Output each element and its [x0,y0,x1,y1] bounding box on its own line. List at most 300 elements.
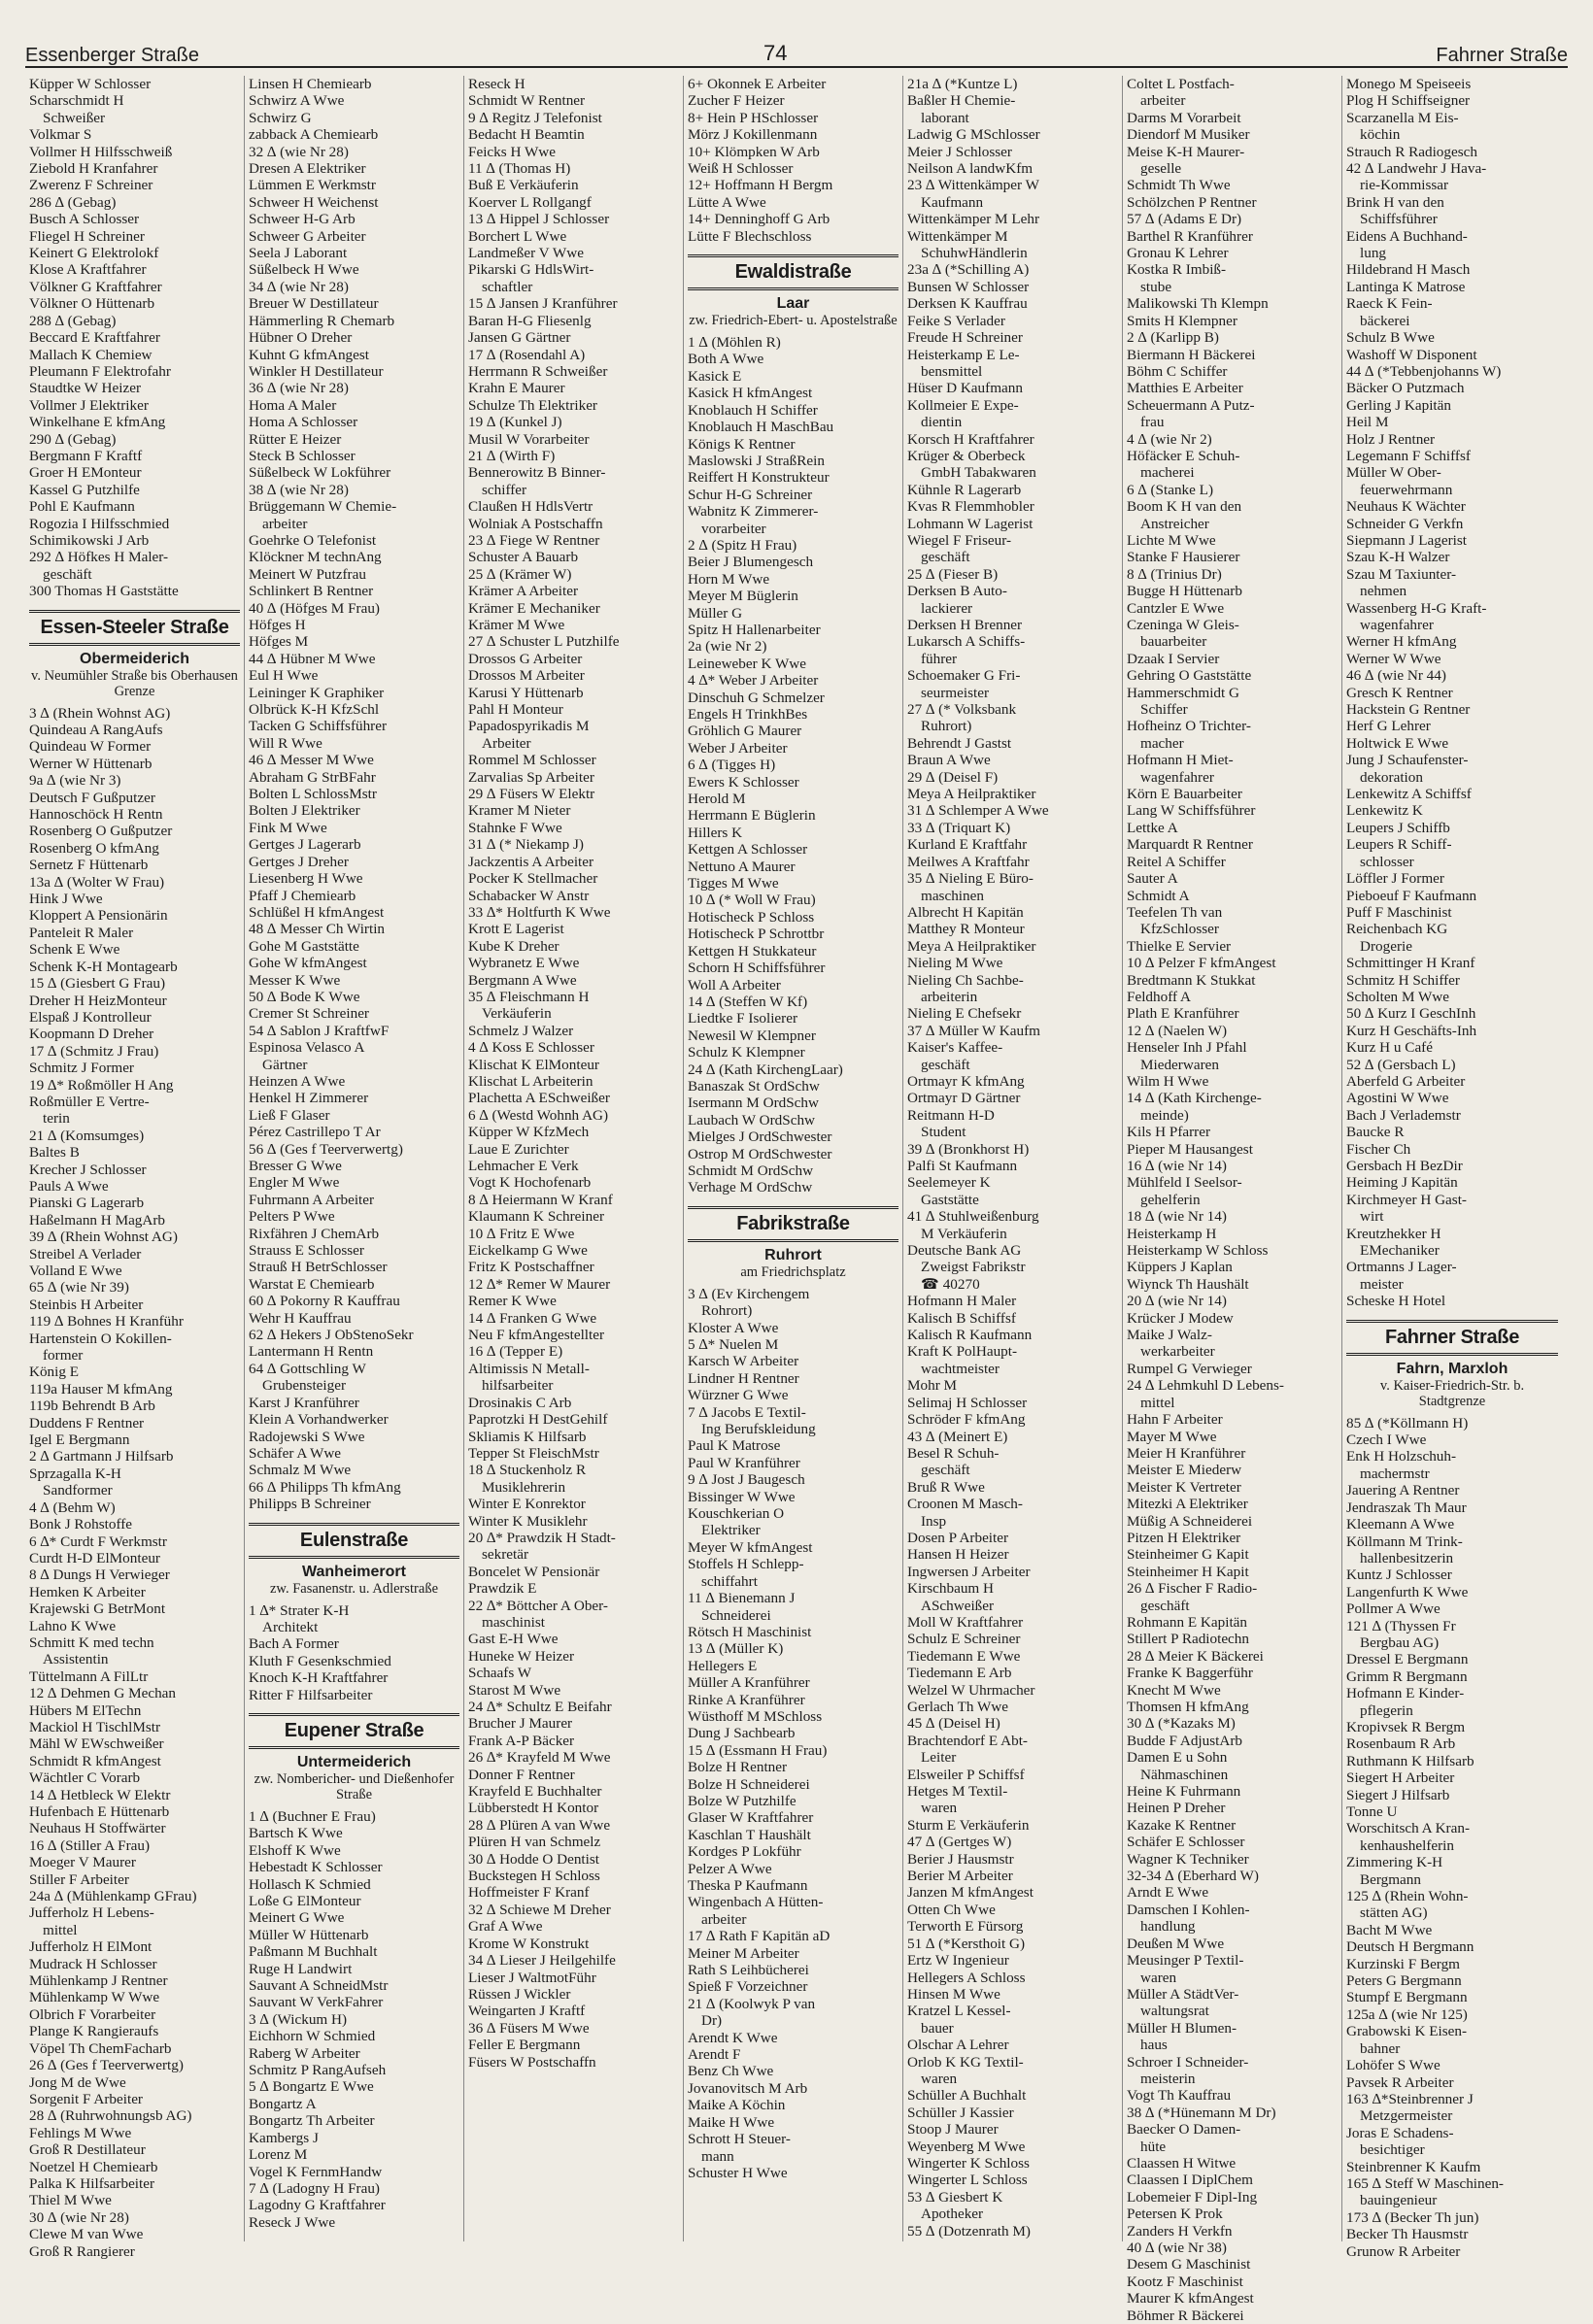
directory-entry: Hannoschöck H Rentn [29,806,163,824]
directory-entry: Tonne U [1346,1803,1398,1820]
directory-entry: Kordges P Lokführ [688,1843,801,1861]
directory-entry: Schenk E Wwe [29,941,120,959]
directory-entry: Breuer W Destillateur [249,295,379,313]
directory-entry: Hinsen M Wwe [907,1985,1000,2003]
directory-entry: Herold M [688,791,746,808]
directory-entry: M Verkäuferin [921,1225,1007,1242]
directory-entry: 18 ∆ Stuckenholz R [468,1462,587,1479]
directory-entry: Reichenbach KG [1346,921,1448,938]
directory-entry: Malikowski Th Klempn [1127,295,1269,313]
directory-entry: wagenfahrer [1360,617,1434,633]
directory-entry: 16 ∆ (Tepper E) [468,1343,563,1361]
directory-entry: Kettgen H Stukkateur [688,942,817,960]
directory-entry: 6 ∆ (Westd Wohnh AG) [468,1106,609,1124]
directory-entry: Bach A Former [249,1635,339,1653]
directory-entry: Stumpf E Bergmann [1346,1989,1468,2006]
directory-entry: Plange K Rangieraufs [29,2023,159,2040]
directory-entry: Legemann F Schiffsf [1346,447,1471,464]
directory-entry: Lobemeier F Dipl-Ing [1127,2188,1258,2206]
directory-entry: Fliegel H Schreiner [29,227,145,245]
directory-entry: 23a ∆ (*Schilling A) [907,261,1030,279]
directory-entry: Tiedemann E Arb [907,1665,1012,1682]
directory-entry: Metzgermeister [1360,2107,1453,2125]
directory-entry: Höfges M [249,633,309,651]
directory-entry: Kraft K PolHaupt- [907,1343,1018,1361]
directory-entry: Holtwick E Wwe [1346,734,1449,752]
directory-entry: 25 ∆ (Krämer W) [468,565,572,583]
directory-entry: Stiller F Arbeiter [29,1870,129,1888]
directory-entry: Stoffels H Schlepp- [688,1556,804,1573]
directory-entry: meister [1360,1275,1404,1293]
directory-entry: 24a ∆ (Mühlenkamp GFrau) [29,1888,197,1905]
directory-entry: wagenfahrer [1140,768,1214,786]
directory-entry: 52 ∆ (Gersbach L) [1346,1056,1456,1073]
directory-entry: köchin [1360,126,1401,144]
directory-entry: ASchweißer [921,1597,995,1614]
directory-entry: führer [921,650,958,667]
directory-entry: Kazake K Rentner [1127,1816,1237,1834]
directory-entry: Knoblauch H Schiffer [688,401,818,419]
directory-entry: Kasick H kfmAngest [688,385,813,402]
directory-entry: Gaststätte [921,1191,979,1208]
directory-entry: schaftler [482,278,533,295]
directory-entry: Schaafs W [468,1665,532,1682]
directory-entry: Seelemeyer K [907,1174,991,1192]
directory-entry: Laue E Zurichter [468,1140,569,1158]
directory-entry: Königs K Rentner [688,435,796,453]
directory-entry: Gärtner [262,1056,308,1073]
directory-entry: Müller W Ober- [1346,464,1441,482]
directory-entry: Pahl H Monteur [468,701,563,719]
directory-entry: Ingwersen J Arbeiter [907,1563,1031,1580]
directory-entry: Olbrich F Vorarbeiter [29,2005,156,2023]
directory-entry: 12 ∆ (Naelen W) [1127,1022,1228,1039]
directory-entry: 32-34 ∆ (Eberhard W) [1127,1868,1259,1885]
directory-entry: Müller G [688,604,743,622]
directory-entry: Dzaak I Servier [1127,650,1220,667]
directory-entry: Ortmanns J Lager- [1346,1259,1457,1276]
directory-entry: Karst J Kranführer [249,1394,359,1411]
directory-entry: 30 ∆ Hodde O Dentist [468,1850,599,1868]
directory-entry: Meiner M Arbeiter [688,1944,799,1962]
directory-entry: Leupers J Schiffb [1346,819,1450,836]
directory-entry: Kassel G Putzhilfe [29,481,140,498]
directory-entry: Pérez Castrillepo T Ar [249,1124,381,1141]
directory-entry: Espinosa Velasco A [249,1039,365,1057]
directory-entry: Kurz H u Café [1346,1039,1433,1057]
directory-entry: Drossos M Arbeiter [468,667,585,685]
street-range: zw. Nombericher- und Dießenhofer Straße [254,1770,455,1802]
directory-entry: Plog H Schiffseigner [1346,92,1471,110]
directory-entry: 15 ∆ Jansen J Kranführer [468,295,618,313]
directory-entry: Raeck K Fein- [1346,295,1433,313]
directory-entry: Sandformer [43,1482,113,1499]
directory-entry: Schulze Th Elektriker [468,396,597,414]
directory-entry: Gresch K Rentner [1346,684,1453,701]
directory-entry: Schweißer [43,109,106,126]
directory-entry: Leininger K Graphiker [249,684,385,701]
directory-entry: Heinen P Dreher [1127,1800,1226,1817]
directory-entry: Kreutzhekker H [1346,1225,1441,1242]
directory-entry: Marquardt R Rentner [1127,836,1253,854]
directory-entry: 55 ∆ (Dotzenrath M) [907,2222,1031,2240]
directory-entry: Rütter E Heizer [249,430,342,448]
directory-entry: Kirchmeyer H Gast- [1346,1191,1467,1208]
directory-entry: Pollmer A Wwe [1346,1600,1440,1618]
directory-entry: Dung J Sachbearb [688,1725,796,1742]
directory-entry: Tigges M Wwe [688,875,779,893]
directory-entry: Wittenkämper M Lehr [907,211,1040,228]
directory-entry: Dinschuh G Schmelzer [688,689,825,706]
directory-entry: Jung J Schaufenster- [1346,752,1469,769]
directory-entry: 12 ∆* Remer W Maurer [468,1275,611,1293]
directory-entry: Architekt [262,1618,319,1635]
directory-entry: 40 ∆ (wie Nr 38) [1127,2240,1227,2256]
directory-entry: Kostka R Imbiß- [1127,261,1227,279]
directory-entry: Cantzler E Wwe [1127,599,1225,617]
directory-entry: Schuster A Bauarb [468,549,579,566]
directory-entry: Franke K Baggerführ [1127,1665,1253,1682]
directory-entry: Koopmann D Dreher [29,1026,154,1043]
directory-entry: Cremer St Schreiner [249,1005,369,1023]
directory-entry: Baecker O Damen- [1127,2121,1241,2139]
directory-entry: Leupers R Schiff- [1346,836,1452,854]
directory-entry: Musil W Vorarbeiter [468,430,590,448]
directory-entry: vorarbeiter [701,520,766,537]
directory-entry: 14 ∆ Hetbleck W Elektr [29,1786,171,1803]
directory-entry: Quindeau A RangAufs [29,722,163,738]
directory-entry: stube [1140,278,1172,295]
directory-entry: 38 ∆ (*Hünemann M Dr) [1127,2104,1276,2121]
directory-entry: Rommel M Schlosser [468,752,596,769]
directory-entry: 5 ∆ Bongartz E Wwe [249,2078,374,2096]
directory-entry: Duddens F Rentner [29,1414,145,1431]
directory-entry: Schmidt W Rentner [468,92,586,110]
street-title: Eulenstraße [249,1523,459,1559]
directory-entry: Volland E Wwe [29,1263,122,1279]
directory-entry: Olschar A Lehrer [907,2037,1009,2054]
directory-entry: Hotischeck P Schrottbr [688,926,825,943]
directory-entry: Noetzel H Chemiearb [29,2158,158,2175]
directory-entry: Starost M Wwe [468,1681,561,1699]
directory-entry: Biermann H Bäckerei [1127,346,1256,363]
directory-entry: Schmelz J Walzer [468,1022,574,1039]
directory-entry: Vöpel Th ChemFacharb [29,2039,172,2057]
directory-entry: nehmen [1360,583,1407,600]
directory-entry: Apotheker [921,2206,984,2223]
directory-entry: 65 ∆ (wie Nr 39) [29,1279,129,1297]
page-number: 74 [763,41,788,65]
directory-entry: 40 ∆ (Höfges M Frau) [249,599,380,617]
directory-entry: Schäfer A Wwe [249,1444,342,1462]
directory-entry: Lenkewitz K [1346,802,1423,820]
directory-entry: 3 ∆ (Wickum H) [249,2010,348,2028]
directory-entry: Abraham G StrBFahr [249,768,376,786]
directory-entry: Albrecht H Kapitän [907,903,1024,921]
directory-entry: Olbrück K-H KfzSchl [249,701,380,719]
directory-entry: geschäft [921,1056,970,1073]
directory-entry: 60 ∆ Pokorny R Kauffrau [249,1293,400,1310]
directory-entry: Kambergs J [249,2129,319,2146]
directory-entry: Groß R Rangierer [29,2242,135,2260]
directory-entry: besichtiger [1360,2141,1425,2159]
directory-entry: Jufferholz H ElMont [29,1938,153,1956]
directory-entry: Meyer W kfmAngest [688,1538,813,1556]
directory-entry: 21a ∆ (*Kuntze L) [907,76,1018,92]
directory-entry: Bolze H Schneiderei [688,1775,810,1793]
directory-entry: Bongartz Th Arbeiter [249,2112,375,2130]
directory-entry: 2 ∆ (Karlipp B) [1127,329,1219,347]
directory-entry: Pelzer A Wwe [688,1860,772,1877]
directory-entry: Both A Wwe [688,351,764,368]
street-section [249,1713,459,1802]
directory-entry: Neuhaus K Wächter [1346,498,1466,516]
directory-entry: Dresen A Elektriker [249,160,366,178]
directory-entry: Schweer H-G Arb [249,211,356,228]
directory-entry: Sprzagalla K-H [29,1465,121,1482]
directory-entry: Keinert G Elektrolokf [29,245,159,262]
directory-entry: Kettgen A Schlosser [688,841,808,859]
directory-entry: Mallach K Chemiew [29,346,153,363]
directory-entry: zabback A Chemiearb [249,126,379,144]
directory-entry: Buckstegen H Schloss [468,1868,600,1885]
directory-entry: Rohrort) [701,1302,753,1320]
street-section [1346,1320,1558,1409]
directory-entry: Banaszak St OrdSchw [688,1077,820,1095]
directory-entry: Steinbis H Arbeiter [29,1296,144,1313]
directory-entry: Steinheimer G Kapit [1127,1546,1249,1564]
directory-entry: Jansen G Gärtner [468,329,571,347]
directory-entry: Szau M Taxiunter- [1346,565,1457,583]
street-range: am Friedrichsplatz [740,1263,846,1280]
directory-entry: Hofmann H Miet- [1127,752,1234,769]
directory-entry: 30 ∆ (wie Nr 28) [29,2208,129,2226]
directory-entry: Winter E Konrektor [468,1496,586,1513]
directory-entry: Bresser G Wwe [249,1158,342,1174]
directory-entry: Strauß H BetrSchlosser [249,1259,388,1276]
directory-entry: Grubensteiger [262,1377,347,1395]
directory-entry: Newesil W Klempner [688,1027,816,1044]
directory-entry: 37 ∆ Müller W Kaufm [907,1022,1040,1039]
directory-entry: Vogt Th Kauffrau [1127,2087,1232,2105]
directory-entry: Hoffmeister F Kranf [468,1884,590,1902]
street-range: zw. Fasanenstr. u. Adlerstraße [269,1580,439,1597]
directory-entry: 36 ∆ Füsers M Wwe [468,2019,590,2037]
directory-entry: geselle [1140,160,1182,178]
directory-entry: 51 ∆ (*Kersthoit G) [907,1935,1026,1952]
directory-entry: Sorgenit F Arbeiter [29,2090,143,2107]
directory-entry: Janzen M kfmAngest [907,1884,1034,1902]
directory-entry: Lohöfer S Wwe [1346,2057,1440,2074]
directory-entry: Bolze W Putzhilfe [688,1792,796,1809]
directory-entry: Will R Wwe [249,734,322,752]
directory-entry: Lahno K Wwe [29,1617,117,1634]
directory-entry: 33 ∆ (Triquart K) [907,819,1011,836]
directory-entry: Bäcker O Putzmach [1346,380,1465,397]
directory-entry: Schroer I Schneider- [1127,2053,1249,2071]
directory-entry: 26 ∆ Fischer F Radio- [1127,1580,1258,1598]
directory-entry: 26 ∆ (Ges f Teerverwertg) [29,2057,184,2074]
directory-entry: Terworth E Fürsorg [907,1918,1024,1936]
directory-entry: Rosenbaum R Arb [1346,1735,1456,1753]
directory-entry: Pikarski G HdlsWirt- [468,261,594,279]
directory-entry: Rohmann E Kapitän [1127,1613,1248,1631]
directory-entry: Mackiol H TischlMstr [29,1718,161,1735]
directory-entry: Rogozia I Hilfsschmied [29,515,170,532]
directory-entry: Besel R Schuh- [907,1444,1000,1462]
directory-entry: 13 ∆ Hippel J Schlosser [468,211,610,228]
directory-entry: 3 ∆ (Ev Kirchengem [688,1285,810,1302]
directory-entry: Miederwaren [1140,1056,1219,1073]
directory-entry: 21 ∆ (Koolwyk P van [688,1995,816,2012]
directory-entry: Bissinger W Wwe [688,1488,796,1505]
directory-entry: 57 ∆ (Adams E Dr) [1127,211,1242,228]
directory-entry: Tüttelmann A FilLtr [29,1667,149,1685]
directory-entry: Hellegers A Schloss [907,1969,1026,1986]
directory-entry: Seela J Laborant [249,245,348,262]
directory-entry: Kratzel L Kessel- [907,2003,1011,2020]
directory-entry: 4 ∆ (Behm W) [29,1499,116,1516]
directory-entry: Heinzen A Wwe [249,1072,346,1090]
directory-entry: Homa A Maler [249,396,337,414]
directory-entry: Schüller A Buchhalt [907,2087,1027,2105]
directory-entry: Steinheimer H Kapit [1127,1563,1249,1580]
directory-entry: Ruge H Landwirt [249,1960,353,1977]
directory-entry: Lümmen E Werkmstr [249,177,376,194]
directory-entry: Korsch H Kraftfahrer [907,430,1034,448]
directory-entry: Radojewski S Wwe [249,1428,365,1445]
directory-entry: Szau K-H Walzer [1346,549,1450,566]
directory-entry: Horn M Wwe [688,570,770,588]
directory-entry: Derksen B Auto- [907,583,1007,600]
directory-entry: Sernetz F Hüttenarb [29,857,149,874]
directory-entry: Schlinkert B Rentner [249,583,374,600]
directory-entry: 3 ∆ (Rhein Wohnst AG) [29,704,171,722]
directory-entry: Huneke W Heizer [468,1647,575,1665]
directory-entry: Sauvant A SchneidMstr [249,1977,389,1995]
directory-entry: machermstr [1360,1465,1430,1482]
directory-entry: Ewers K Schlosser [688,773,799,791]
directory-entry: 29 ∆ (Deisel F) [907,768,999,786]
directory-entry: 42 ∆ Landwehr J Hava- [1346,160,1487,178]
directory-entry: Liedtke F Isolierer [688,1010,798,1027]
directory-entry: seurmeister [921,684,990,701]
directory-entry: Hetges M Textil- [907,1783,1008,1801]
directory-entry: 8 ∆ (Trinius Dr) [1127,565,1222,583]
directory-entry: Meister K Vertreter [1127,1478,1241,1496]
directory-entry: Rötsch H Maschinist [688,1623,812,1640]
directory-entry: Bennerowitz B Binner- [468,464,606,482]
directory-entry: Gersbach H BezDir [1346,1158,1463,1174]
directory-entry: Mähl W EWschweißer [29,1735,164,1753]
directory-entry: Schüller J Kassier [907,2104,1014,2121]
directory-entry: geschäft [1140,1597,1190,1614]
directory-entry: meisterin [1140,2070,1196,2087]
directory-entry: Palfi St Kaufmann [907,1158,1018,1174]
directory-entry: 12 ∆ Dehmen G Mechan [29,1685,176,1702]
directory-entry: Warstat E Chemiearb [249,1275,375,1293]
district-name: Obermeiderich [80,650,189,667]
directory-entry: Damschen I Kohlen- [1127,1901,1250,1918]
directory-entry: 19 ∆ (Kunkel J) [468,414,562,431]
directory-entry: Zweigst Fabrikstr [921,1259,1026,1276]
directory-entry: 46 ∆ (wie Nr 44) [1346,667,1446,685]
directory-entry: 10 ∆ Fritz E Wwe [468,1225,575,1242]
directory-entry: Matthies E Arbeiter [1127,380,1243,397]
directory-entry: 66 ∆ Philipps Th kfmAng [249,1478,401,1496]
directory-entry: Bergmann [1360,1870,1421,1888]
directory-entry: 26 ∆* Krayfeld M Wwe [468,1749,611,1767]
directory-entry: 32 ∆ Schiewe M Dreher [468,1901,611,1918]
directory-entry: Pfaff J Chemiearb [249,887,356,904]
directory-entry: Schoemaker G Fri- [907,667,1021,685]
directory-entry: 125 ∆ (Rhein Wohn- [1346,1888,1469,1905]
directory-entry: Hofmann H Maler [907,1293,1017,1310]
directory-entry: Langenfurth K Wwe [1346,1583,1469,1600]
directory-entry: Meinert W Putzfrau [249,565,366,583]
directory-entry: Busch A Schlosser [29,211,140,228]
directory-entry: Thomsen H kfmAng [1127,1699,1249,1715]
directory-entry: 9a ∆ (wie Nr 3) [29,772,121,790]
street-title: Ewaldistraße [688,254,898,290]
directory-entry: Baltes B [29,1144,80,1162]
directory-entry: Müßig A Schneiderei [1127,1512,1253,1530]
directory-entry: 10+ Klömpken W Arb [688,143,820,160]
directory-entry: Reseck H [468,76,525,92]
street-section [249,1523,459,1597]
directory-entry: 48 ∆ Messer Ch Wirtin [249,921,386,938]
directory-entry: 165 ∆ Steff W Maschinen- [1346,2174,1504,2192]
directory-entry: Wehr H Kauffrau [249,1309,352,1327]
directory-entry: Raberg W Arbeiter [249,2044,360,2062]
directory-entry: Nieling E Chefsekr [907,1005,1022,1023]
directory-entry: 38 ∆ (wie Nr 28) [249,481,349,498]
directory-entry: Maike J Walz- [1127,1327,1212,1344]
directory-entry: Lettke A [1127,819,1178,836]
directory-entry: handlung [1140,1918,1196,1936]
directory-entry: Sauter A [1127,870,1178,888]
directory-entry: Gronau K Lehrer [1127,245,1229,262]
directory-entry: Elspaß J Kontrolleur [29,1008,152,1026]
directory-entry: Nieling M Wwe [907,955,1003,972]
directory-entry: Kuhnt G kfmAngest [249,346,370,363]
directory-entry: Linsen H Chemiearb [249,76,372,92]
directory-entry: 39 ∆ (Bronkhorst H) [907,1140,1030,1158]
directory-entry: Croonen M Masch- [907,1496,1023,1513]
directory-entry: Plath E Kranführer [1127,1005,1239,1023]
directory-entry: Siegert H Arbeiter [1346,1769,1455,1787]
directory-entry: Bedacht H Beamtin [468,126,585,144]
directory-entry: Schmitt K med techn [29,1634,154,1651]
directory-entry: Kühnle R Lagerarb [907,481,1022,498]
column-4 [684,76,903,2241]
directory-entry: Welzel W Uhrmacher [907,1681,1035,1699]
directory-entry: Stanke F Hausierer [1127,549,1240,566]
directory-entry: Höfges H [249,617,306,633]
directory-entry: Müller A Kranführer [688,1674,810,1692]
directory-entry: Reitmann H-D [907,1106,995,1124]
directory-entry: Arendt F [688,2046,741,2064]
columns-container [25,76,1568,2324]
directory-entry: Theska P Kaufmann [688,1877,808,1894]
directory-entry: Kramer M Nieter [468,802,571,820]
directory-entry: mittel [43,1921,78,1938]
directory-entry: Kirschbaum H [907,1580,994,1598]
directory-entry: Stoop J Maurer [907,2121,999,2139]
directory-entry: Dreher H HeizMonteur [29,992,167,1009]
directory-entry: Mudrack H Schlosser [29,1955,157,1972]
directory-entry: macher [1140,734,1184,752]
